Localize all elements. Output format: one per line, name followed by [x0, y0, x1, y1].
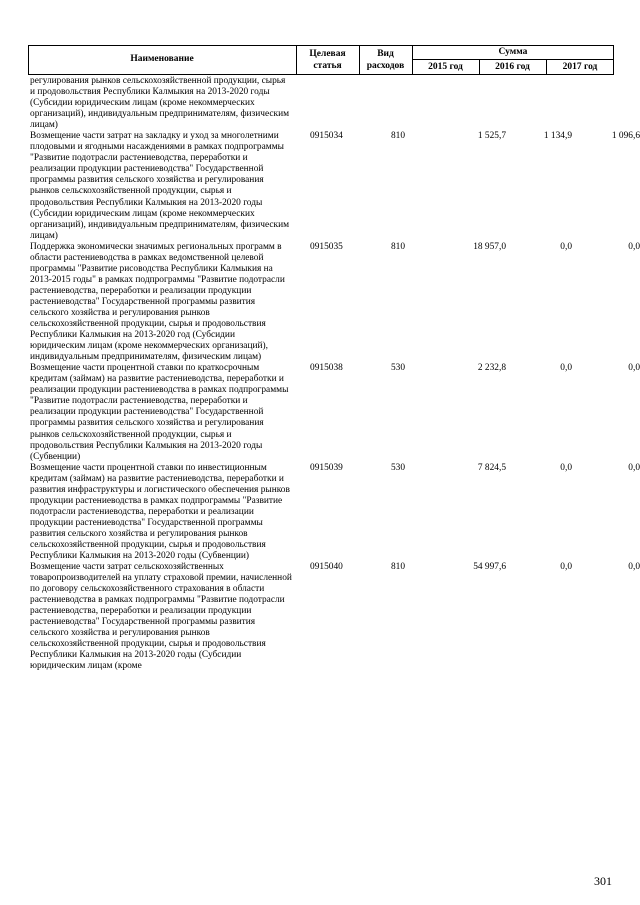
table-row	[30, 363, 640, 462]
column-header-article-line2: статья	[313, 61, 342, 71]
row-article: 0915040	[310, 562, 343, 573]
table-row	[30, 562, 640, 672]
row-2017: 0,0	[628, 363, 640, 374]
row-2015: 1 525,7	[477, 131, 506, 142]
header-bottom-border	[28, 74, 614, 75]
row-article: 0915038	[310, 363, 343, 374]
column-header-article-line1: Целевая	[309, 49, 346, 59]
header-top-border	[28, 45, 614, 46]
table-header	[28, 45, 614, 75]
table-row	[30, 462, 640, 562]
row-name: Возмещение части процентной ставки по инвестиционным кредитам (займам) на развитие растениеводства, переработки и развития инфраструктуры и логистического обеспечения рынков продукции растениеводства в рамках подпрограммы "Развитие подотрасли растениеводства, переработки и реализации продукции растениеводства" Государственной программы развития сельского хозяйства и регулирования рынков сельскохозяйственной продукции, сырья и продовольствия Республики Калмыкия на 2013-2020 годы (Субвенции)	[30, 462, 290, 562]
row-article: 0915034	[310, 131, 343, 142]
column-header-type-line1: Вид	[377, 49, 394, 59]
row-2015: 2 232,8	[477, 363, 506, 374]
header-sum-divider	[412, 59, 614, 60]
column-header-name: Наименование	[130, 54, 194, 64]
row-2017: 1 096,6	[611, 131, 640, 142]
column-header-sum: Сумма	[498, 47, 528, 57]
row-2017: 0,0	[628, 562, 640, 573]
row-2017: 0,0	[628, 241, 640, 252]
row-2015: 18 957,0	[473, 241, 506, 252]
row-2016: 1 134,9	[543, 131, 572, 142]
column-header-2016: 2016 год	[495, 62, 530, 72]
table-body	[30, 76, 640, 673]
page-number: 301	[594, 874, 612, 888]
row-name: Поддержка экономически значимых региональных программ в области растениеводства в рамках ведомственной целевой программы "Развитие рисоводства Республики Калмыкия на 2013-2015 годы" в рамках подпрограммы "Развитие подотрасли растениеводства, переработки и реализации продукции растениеводства" Государственной программы развития сельского хозяйства и регулирования рынков сельскохозяйственной продукции, сырья и продовольствия Республики Калмыкия на 2013-2020 год (Субсидии юридическим лицам (кроме некоммерческих организаций), индивидуальным предпринимателям, физическим лицам)	[30, 241, 285, 363]
row-type: 530	[390, 462, 406, 473]
row-type: 810	[390, 562, 406, 573]
column-header-2015: 2015 год	[428, 62, 463, 72]
row-2016: 0,0	[560, 462, 572, 473]
row-type: 810	[390, 131, 406, 142]
table-row	[30, 241, 640, 364]
column-header-type-line2: расходов	[366, 61, 405, 71]
table-row	[30, 131, 640, 241]
column-header-2017: 2017 год	[562, 62, 598, 72]
row-article: 0915035	[310, 241, 343, 252]
row-2016: 0,0	[560, 241, 572, 252]
row-type: 810	[390, 241, 406, 252]
row-article: 0915039	[310, 462, 343, 473]
row-2015: 7 824,5	[477, 462, 506, 473]
row-name: регулирования рынков сельскохозяйственной продукции, сырья и продовольствия Республики Калмыкия на 2013-2020 годы (Субсидии юридическим лицам (кроме некоммерческих организаций), индивидуальным предпринимателям, физическим лицам)	[30, 76, 290, 131]
row-type: 530	[390, 363, 406, 374]
row-name: Возмещение части затрат на закладку и уход за многолетними плодовыми и ягодными насаждениями в рамках подпрограммы "Развитие подотрасли растениеводства, переработки и реализации продукции растениеводства" Государственной программы развития сельского хозяйства и регулирования рынков сельскохозяйственной продукции, сырья и продовольствия Республики Калмыкия на 2013-2020 годы (Субсидии юридическим лицам (кроме некоммерческих организаций), индивидуальным предпринимателям, физическим лицам)	[30, 131, 290, 241]
row-name: Возмещение части затрат сельскохозяйственных товаропроизводителей на уплату страховой премии, начисленной по договору сельскохозяйственного страхования в области растениеводства в рамках подпрограммы "Развитие подотрасли растениеводства, переработки и реализации продукции растениеводства" Государственной программы развития сельского хозяйства и регулирования рынков сельскохозяйственной продукции, сырья и продовольствия Республики Калмыкия на 2013-2020 годы (Субсидии юридическим лицам (кроме	[30, 562, 292, 672]
row-2016: 0,0	[560, 562, 572, 573]
table-row	[30, 76, 615, 131]
row-2017: 0,0	[628, 462, 640, 473]
row-name: Возмещение части процентной ставки по краткосрочным кредитам (займам) на развитие растениеводства, переработки и реализации продукции растениеводства в рамках подпрограммы "Развитие подотрасли растениеводства, переработки и реализации продукции растениеводства" Государственной программы развития сельского хозяйства и регулирования рынков сельскохозяйственной продукции, сырья и продовольствия Республики Калмыкия на 2013-2020 годы (Субвенции)	[30, 363, 289, 462]
row-2015: 54 997,6	[473, 562, 506, 573]
row-2016: 0,0	[560, 363, 572, 374]
